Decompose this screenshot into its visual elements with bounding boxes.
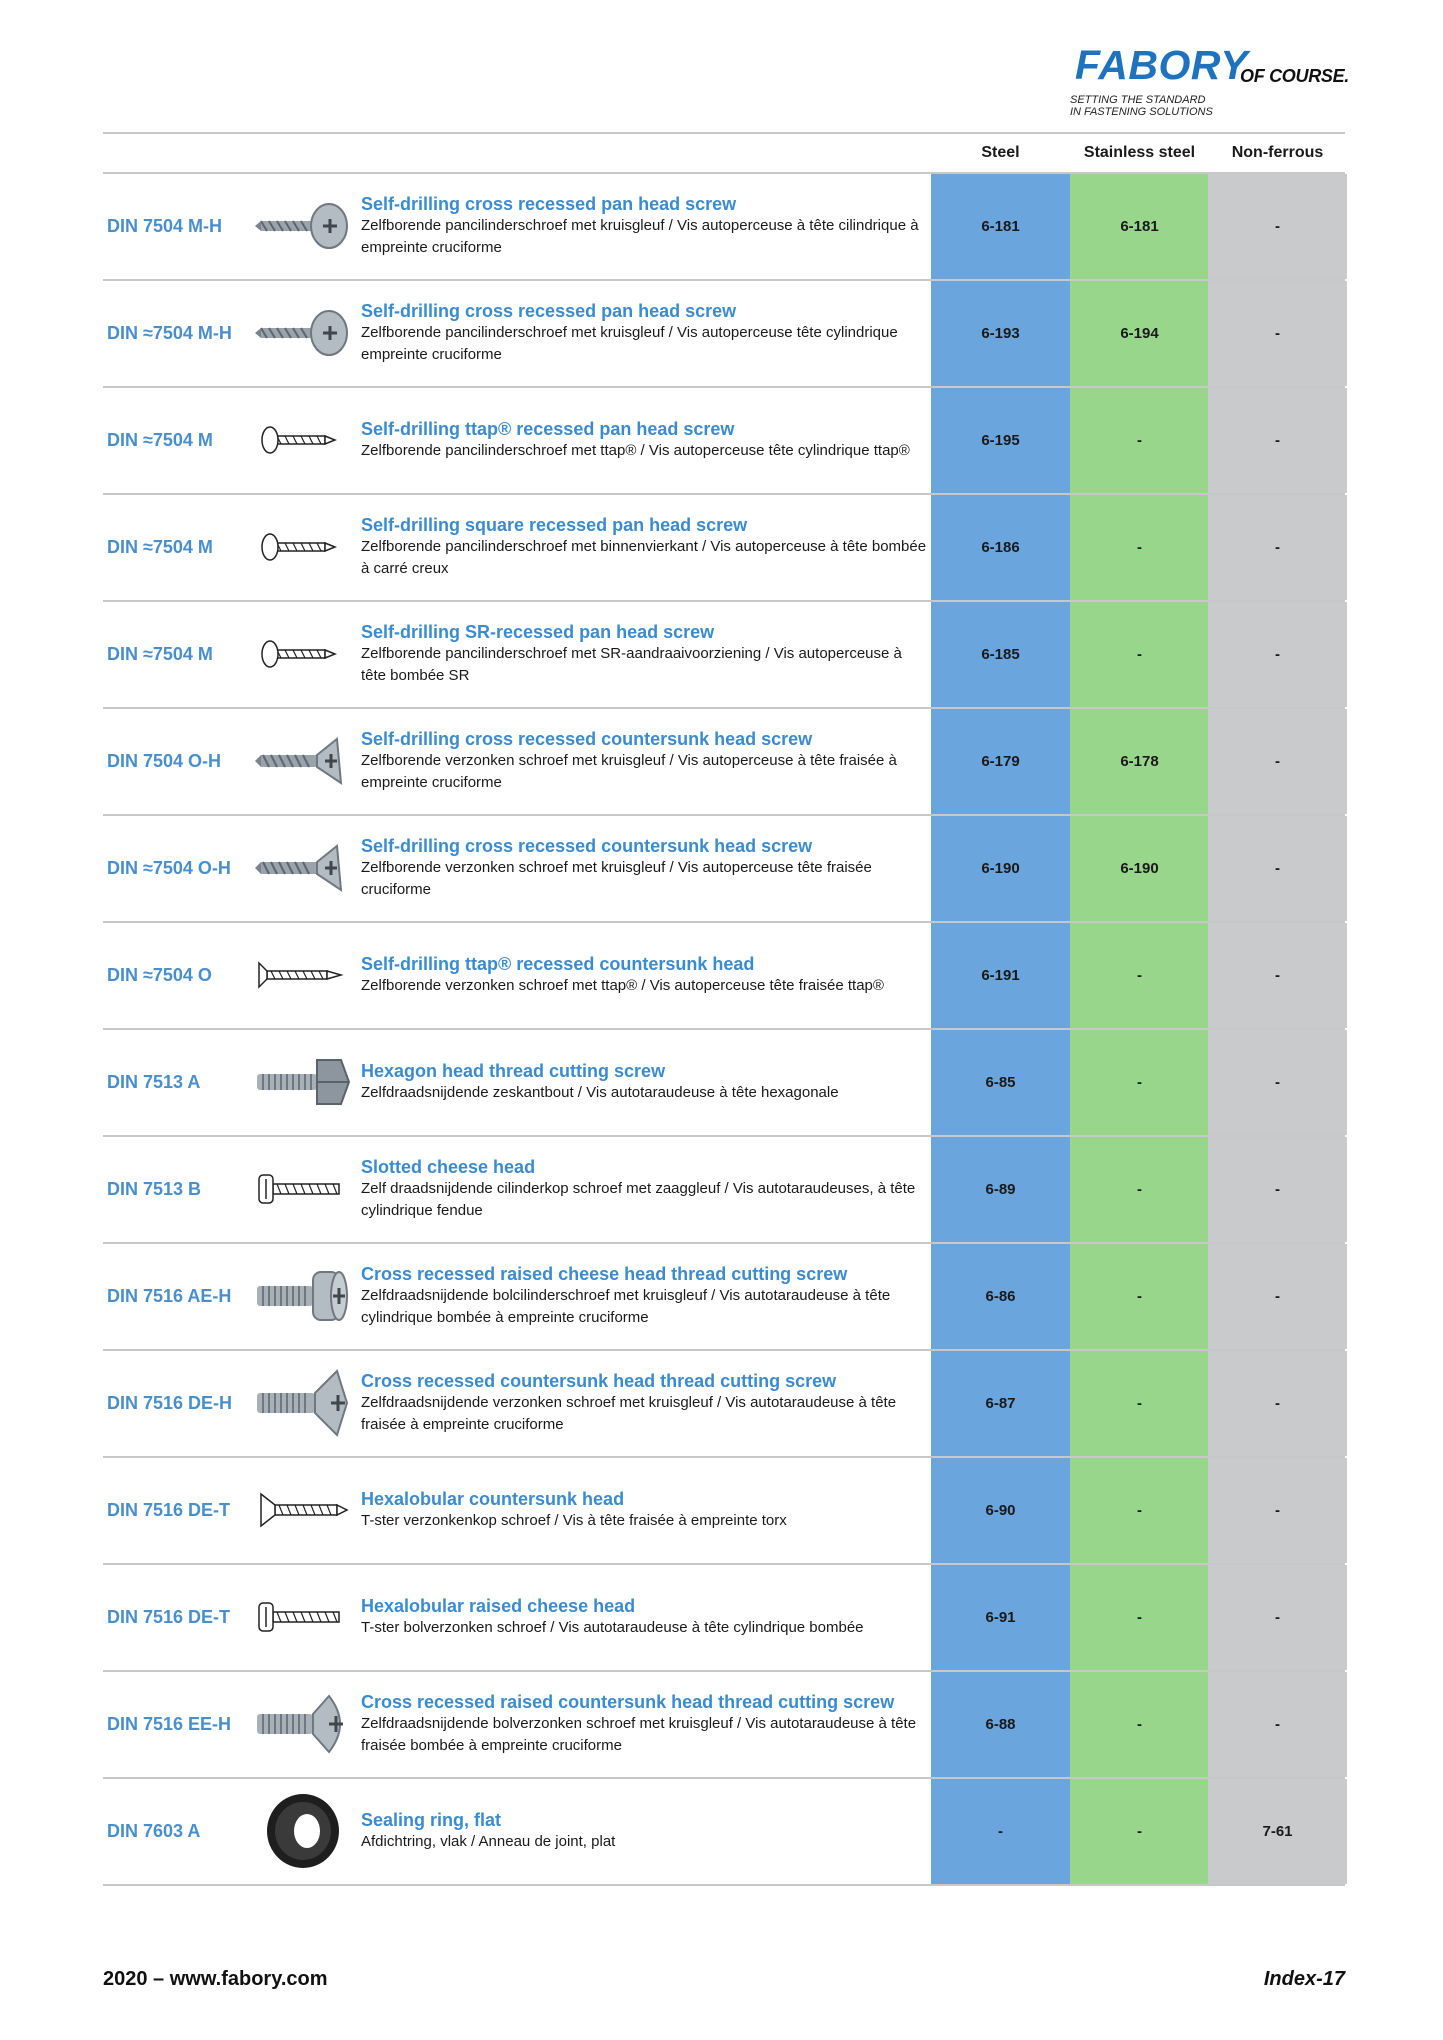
din-code: DIN ≈7504 M — [107, 537, 213, 557]
stainless-page-ref: 6-190 — [1070, 816, 1209, 921]
countersunk-screw-icon — [253, 1365, 353, 1441]
table-row — [103, 281, 1345, 388]
stainless-page-ref: - — [1070, 1565, 1209, 1670]
steel-page-ref: 6-195 — [931, 388, 1070, 493]
product-subtitle: Zelfborende pancilinderschroef met binnenvierkant / Vis autoperceuse à tête bombée à carré creux — [361, 538, 927, 577]
product-title: Self-drilling ttap® recessed pan head screw — [361, 419, 735, 439]
product-title: Cross recessed raised cheese head thread cutting screw — [361, 1264, 848, 1284]
product-description — [361, 1458, 927, 1563]
product-subtitle: T-ster bolverzonken schroef / Vis autotaraudeuse à tête cylindrique bombée — [361, 1619, 864, 1636]
logo-slogan: OF COURSE. — [1240, 66, 1350, 86]
stainless-page-ref: - — [1070, 495, 1209, 600]
product-title: Self-drilling cross recessed pan head screw — [361, 194, 737, 214]
product-description — [361, 709, 927, 814]
steel-page-ref: 6-86 — [931, 1244, 1070, 1349]
nonferrous-page-ref: - — [1208, 174, 1347, 279]
steel-page-ref: - — [931, 1779, 1070, 1884]
steel-page-ref: 6-91 — [931, 1565, 1070, 1670]
stainless-page-ref: - — [1070, 602, 1209, 707]
raised-cheese-head-screw-icon — [253, 1258, 353, 1334]
sealing-ring-icon — [253, 1793, 353, 1869]
din-code: DIN ≈7504 M — [107, 430, 213, 450]
product-index-table — [103, 132, 1345, 1886]
product-title: Hexalobular countersunk head — [361, 1489, 625, 1509]
product-subtitle: Zelfborende verzonken schroef met kruisgleuf / Vis autoperceuse à tête fraisée à empreinte cruciforme — [361, 752, 897, 791]
product-title: Self-drilling square recessed pan head screw — [361, 515, 748, 535]
nonferrous-page-ref: - — [1208, 709, 1347, 814]
pan-head-drill-screw-icon — [253, 295, 353, 371]
stainless-page-ref: - — [1070, 1779, 1209, 1884]
din-code: DIN 7516 AE-H — [107, 1286, 232, 1306]
product-description — [361, 1672, 927, 1777]
product-description — [361, 1565, 927, 1670]
table-row — [103, 602, 1345, 709]
product-title: Self-drilling cross recessed countersunk head screw — [361, 729, 813, 749]
nonferrous-page-ref: - — [1208, 1244, 1347, 1349]
din-code: DIN ≈7504 O-H — [107, 858, 231, 878]
product-title: Hexalobular raised cheese head — [361, 1596, 636, 1616]
steel-page-ref: 6-85 — [931, 1030, 1070, 1135]
product-title: Hexagon head thread cutting screw — [361, 1061, 666, 1081]
product-subtitle: Zelfborende verzonken schroef met kruisgleuf / Vis autoperceuse tête fraisée cruciforme — [361, 859, 872, 898]
din-code: DIN 7516 DE-H — [107, 1393, 233, 1413]
countersunk-drill-screw-icon — [253, 830, 353, 906]
table-row — [103, 1244, 1345, 1351]
product-description — [361, 602, 927, 707]
steel-page-ref: 6-186 — [931, 495, 1070, 600]
stainless-page-ref: - — [1070, 1030, 1209, 1135]
table-row — [103, 709, 1345, 816]
product-title: Self-drilling SR-recessed pan head screw — [361, 622, 715, 642]
nonferrous-page-ref: - — [1208, 1672, 1347, 1777]
logo-wordmark: FABORY — [1075, 42, 1249, 88]
product-title: Self-drilling ttap® recessed countersunk head — [361, 954, 755, 974]
raised-countersunk-screw-icon — [253, 1686, 353, 1762]
column-header-non-ferrous: Non-ferrous — [1231, 144, 1324, 161]
product-description — [361, 495, 927, 600]
product-subtitle: Zelfborende pancilinderschroef met kruisgleuf / Vis autoperceuse à tête cilindrique à empreinte cruciforme — [361, 217, 919, 256]
table-row — [103, 816, 1345, 923]
product-title: Self-drilling cross recessed pan head screw — [361, 301, 737, 321]
product-subtitle: Zelfdraadsnijdende bolcilinderschroef met kruisgleuf / Vis autotaraudeuse à tête cylindrique bombée à empreinte cruciforme — [361, 1287, 891, 1326]
nonferrous-page-ref: - — [1208, 1030, 1347, 1135]
footer-page-number: Index-17 — [1263, 1968, 1345, 1990]
nonferrous-page-ref: - — [1208, 1458, 1347, 1563]
steel-page-ref: 6-88 — [931, 1672, 1070, 1777]
din-code: DIN ≈7504 M-H — [107, 323, 232, 343]
pan-head-drill-screw-icon — [253, 188, 353, 264]
table-row — [103, 1137, 1345, 1244]
footer-website: 2020 – www.fabory.com — [103, 1968, 328, 1990]
product-title: Cross recessed raised countersunk head thread cutting screw — [361, 1692, 895, 1712]
stainless-page-ref: - — [1070, 923, 1209, 1028]
product-subtitle: Zelfdraadsnijdende bolverzonken schroef met kruisgleuf / Vis autotaraudeuse à tête fraisée bombée à empreinte cruciforme — [361, 1715, 917, 1754]
din-code: DIN 7516 DE-T — [107, 1500, 231, 1520]
product-subtitle: Afdichtring, vlak / Anneau de joint, plat — [361, 1833, 616, 1850]
cheese-head-screw-line-icon — [253, 1151, 353, 1227]
table-row — [103, 1565, 1345, 1672]
steel-page-ref: 6-190 — [931, 816, 1070, 921]
din-code: DIN 7516 DE-T — [107, 1607, 231, 1627]
countersunk-drill-screw-icon — [253, 723, 353, 799]
table-row — [103, 1672, 1345, 1779]
product-subtitle: Zelf draadsnijdende cilinderkop schroef met zaaggleuf / Vis autotaraudeuses, à tête cylindrique fendue — [361, 1180, 916, 1219]
product-title: Sealing ring, flat — [361, 1810, 502, 1830]
steel-page-ref: 6-185 — [931, 602, 1070, 707]
din-code: DIN 7513 B — [107, 1179, 202, 1199]
product-description — [361, 1030, 927, 1135]
stainless-page-ref: - — [1070, 1672, 1209, 1777]
pan-head-drill-screw-line-icon — [253, 616, 353, 692]
stainless-page-ref: 6-181 — [1070, 174, 1209, 279]
stainless-page-ref: - — [1070, 1458, 1209, 1563]
product-subtitle: Zelfdraadsnijdende verzonken schroef met kruisgleuf / Vis autotaraudeuse à tête fraisée à empreinte cruciforme — [361, 1394, 897, 1433]
table-row — [103, 174, 1345, 281]
nonferrous-page-ref: - — [1208, 602, 1347, 707]
cheese-head-screw-line-icon — [253, 1579, 353, 1655]
din-code: DIN 7603 A — [107, 1821, 201, 1841]
steel-page-ref: 6-193 — [931, 281, 1070, 386]
product-description — [361, 1244, 927, 1349]
pan-head-drill-screw-line-icon — [253, 402, 353, 478]
table-row — [103, 1030, 1345, 1137]
nonferrous-page-ref: - — [1208, 1565, 1347, 1670]
nonferrous-page-ref: - — [1208, 281, 1347, 386]
steel-page-ref: 6-179 — [931, 709, 1070, 814]
steel-page-ref: 6-90 — [931, 1458, 1070, 1563]
pan-head-drill-screw-line-icon — [253, 509, 353, 585]
product-description — [361, 281, 927, 386]
product-description — [361, 923, 927, 1028]
nonferrous-page-ref: - — [1208, 388, 1347, 493]
nonferrous-page-ref: - — [1208, 495, 1347, 600]
countersunk-drill-screw-line-icon — [253, 937, 353, 1013]
steel-page-ref: 6-89 — [931, 1137, 1070, 1242]
table-row — [103, 923, 1345, 1030]
stainless-page-ref: - — [1070, 1137, 1209, 1242]
stainless-page-ref: - — [1070, 1351, 1209, 1456]
fabory-logo — [1067, 42, 1357, 122]
table-row — [103, 1458, 1345, 1565]
din-code: DIN 7504 M-H — [107, 216, 223, 236]
table-header — [103, 132, 1345, 174]
logo-tagline-2: IN FASTENING SOLUTIONS — [1070, 106, 1213, 118]
stainless-page-ref: - — [1070, 1244, 1209, 1349]
steel-page-ref: 6-87 — [931, 1351, 1070, 1456]
product-title: Slotted cheese head — [361, 1157, 536, 1177]
product-subtitle: Zelfborende pancilinderschroef met SR-aandraaivoorziening / Vis autoperceuse à tête bombée SR — [361, 645, 902, 684]
table-body — [103, 174, 1345, 1886]
column-header-stainless-steel: Stainless steel — [1083, 144, 1196, 161]
nonferrous-page-ref: - — [1208, 816, 1347, 921]
product-subtitle: Zelfborende pancilinderschroef met ttap® / Vis autoperceuse tête cylindrique ttap® — [361, 442, 910, 459]
nonferrous-page-ref: - — [1208, 923, 1347, 1028]
din-code: DIN 7504 O-H — [107, 751, 222, 771]
countersunk-screw-line-icon — [253, 1472, 353, 1548]
nonferrous-page-ref: 7-61 — [1208, 1779, 1347, 1884]
product-subtitle: Zelfdraadsnijdende zeskantbout / Vis autotaraudeuse à tête hexagonale — [361, 1084, 839, 1101]
stainless-page-ref: - — [1070, 388, 1209, 493]
table-row — [103, 1779, 1345, 1886]
table-row — [103, 388, 1345, 495]
product-subtitle: Zelfborende pancilinderschroef met kruisgleuf / Vis autoperceuse tête cylindrique empreinte cruciforme — [361, 324, 898, 363]
product-title: Cross recessed countersunk head thread cutting screw — [361, 1371, 837, 1391]
product-description — [361, 388, 927, 493]
stainless-page-ref: 6-178 — [1070, 709, 1209, 814]
steel-page-ref: 6-181 — [931, 174, 1070, 279]
din-code: DIN ≈7504 O — [107, 965, 212, 985]
column-header-steel: Steel — [981, 144, 1020, 161]
nonferrous-page-ref: - — [1208, 1137, 1347, 1242]
din-code: DIN ≈7504 M — [107, 644, 213, 664]
hex-head-screw-icon — [253, 1044, 353, 1120]
table-row — [103, 495, 1345, 602]
product-subtitle: Zelfborende verzonken schroef met ttap® / Vis autoperceuse tête fraisée ttap® — [361, 977, 884, 994]
nonferrous-page-ref: - — [1208, 1351, 1347, 1456]
din-code: DIN 7516 EE-H — [107, 1714, 232, 1734]
product-description — [361, 1779, 927, 1884]
table-row — [103, 1351, 1345, 1458]
logo-tagline-1: SETTING THE STANDARD — [1070, 94, 1206, 106]
steel-page-ref: 6-191 — [931, 923, 1070, 1028]
din-code: DIN 7513 A — [107, 1072, 201, 1092]
product-description — [361, 174, 927, 279]
product-description — [361, 816, 927, 921]
product-title: Self-drilling cross recessed countersunk head screw — [361, 836, 813, 856]
product-description — [361, 1351, 927, 1456]
product-subtitle: T-ster verzonkenkop schroef / Vis à tête fraisée à empreinte torx — [361, 1512, 787, 1529]
stainless-page-ref: 6-194 — [1070, 281, 1209, 386]
product-description — [361, 1137, 927, 1242]
